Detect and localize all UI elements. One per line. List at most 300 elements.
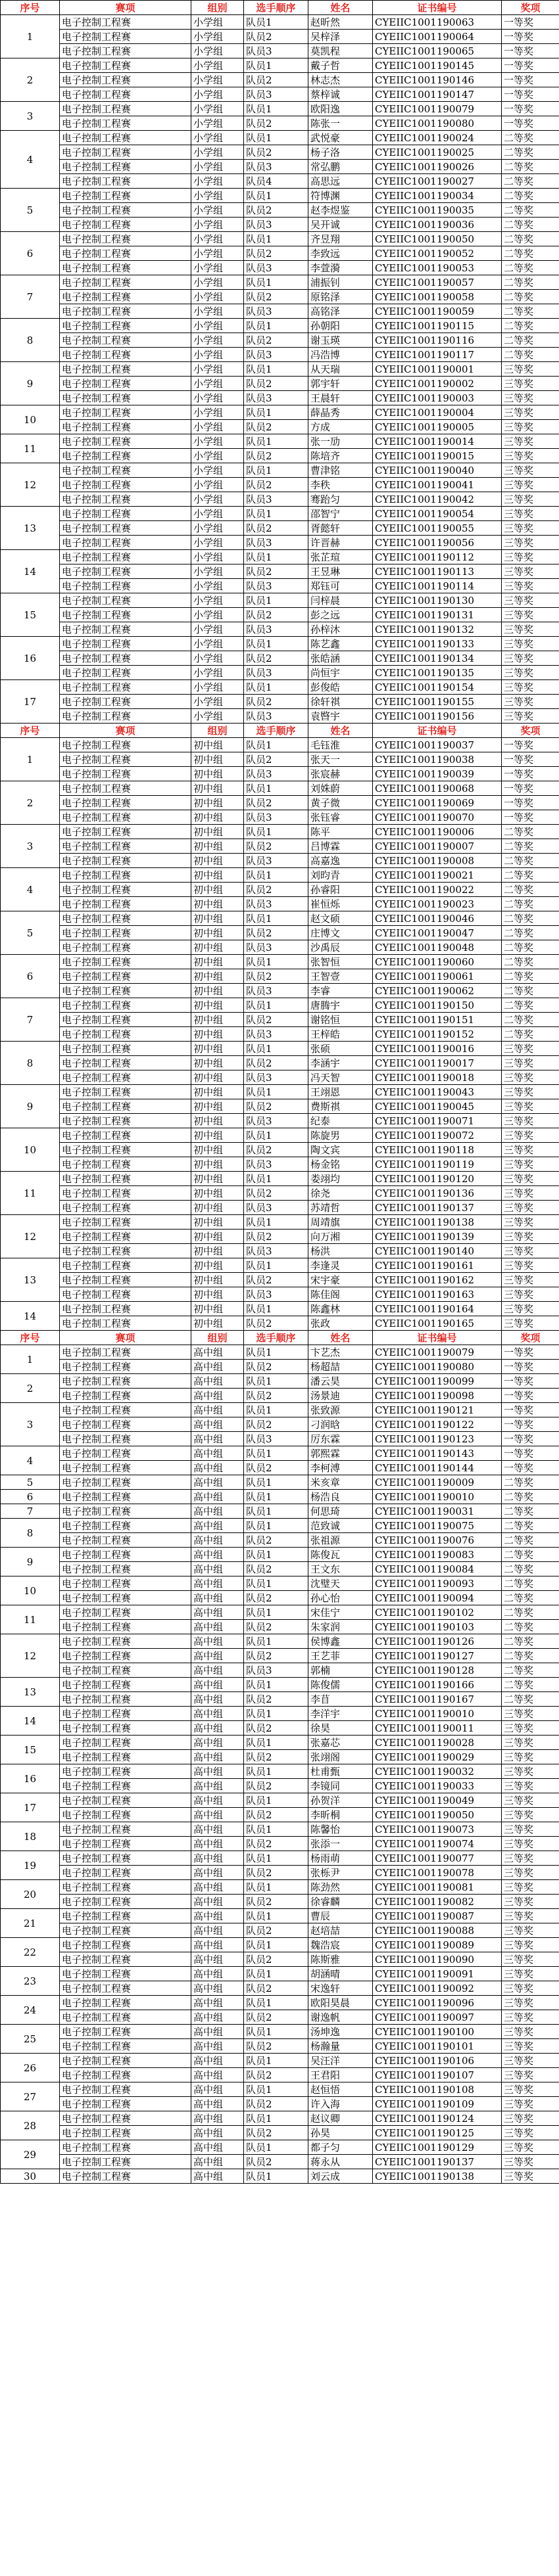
cell-name: 吴开诚 (308, 218, 373, 232)
cell-player-order: 队员1 (244, 2169, 308, 2184)
cell-certificate-no: CYEIIC1001190004 (373, 405, 502, 420)
cell-award: 二等奖 (502, 290, 559, 304)
cell-group: 高中组 (191, 1360, 244, 1374)
cell-award: 三等奖 (502, 2097, 559, 2111)
cell-award: 三等奖 (502, 1851, 559, 1866)
cell-award: 二等奖 (502, 1475, 559, 1490)
cell-player-order: 队员2 (244, 2126, 308, 2140)
cell-event: 电子控制工程赛 (60, 911, 191, 926)
cell-event: 电子控制工程赛 (60, 246, 191, 261)
cell-player-order: 队员2 (244, 1013, 308, 1027)
cell-event: 电子控制工程赛 (60, 377, 191, 391)
table-row (1, 1548, 559, 1562)
team-seq: 12 (1, 463, 60, 507)
cell-event: 电子控制工程赛 (60, 1576, 191, 1591)
cell-group: 初中组 (191, 1027, 244, 1042)
cell-player-order: 队员2 (244, 203, 308, 218)
cell-event: 电子控制工程赛 (60, 44, 191, 58)
cell-player-order: 队员2 (244, 883, 308, 897)
cell-event: 电子控制工程赛 (60, 1042, 191, 1056)
cell-name: 郭宇轩 (308, 377, 373, 391)
team-seq: 30 (1, 2169, 60, 2184)
cell-award: 三等奖 (502, 1837, 559, 1851)
cell-award: 二等奖 (502, 1620, 559, 1634)
table-row (1, 1707, 559, 1721)
cell-name: 胡涵晴 (308, 1967, 373, 1981)
table-row (1, 1663, 559, 1678)
cell-certificate-no: CYEIIC1001190090 (373, 1952, 502, 1967)
table-row (1, 579, 559, 593)
table-row (1, 1316, 559, 1331)
cell-certificate-no: CYEIIC1001190011 (373, 1721, 502, 1736)
cell-award: 三等奖 (502, 1909, 559, 1923)
cell-certificate-no: CYEIIC1001190128 (373, 1663, 502, 1678)
cell-event: 电子控制工程赛 (60, 87, 191, 102)
table-row (1, 1938, 559, 1952)
cell-player-order: 队员2 (244, 449, 308, 463)
cell-award: 一等奖 (502, 752, 559, 767)
cell-group: 高中组 (191, 1475, 244, 1490)
team-seq: 6 (1, 955, 60, 998)
cell-group: 高中组 (191, 1649, 244, 1663)
cell-award: 一等奖 (502, 44, 559, 58)
cell-award: 三等奖 (502, 1230, 559, 1244)
cell-group: 高中组 (191, 1895, 244, 1909)
cell-group: 高中组 (191, 1750, 244, 1764)
cell-event: 电子控制工程赛 (60, 2097, 191, 2111)
cell-certificate-no: CYEIIC1001190078 (373, 1866, 502, 1880)
table-row (1, 2082, 559, 2097)
cell-event: 电子控制工程赛 (60, 709, 191, 724)
table-row (1, 1475, 559, 1490)
cell-award: 二等奖 (502, 333, 559, 348)
cell-certificate-no: CYEIIC1001190117 (373, 348, 502, 362)
cell-player-order: 队员2 (244, 651, 308, 666)
cell-name: 徐尧 (308, 1186, 373, 1201)
table-row (1, 1027, 559, 1042)
table-row (1, 449, 559, 463)
cell-name: 张芷瑄 (308, 550, 373, 564)
cell-award: 二等奖 (502, 911, 559, 926)
cell-group: 小学组 (191, 102, 244, 116)
cell-group: 高中组 (191, 1562, 244, 1576)
cell-name: 张硕 (308, 1042, 373, 1056)
cell-name: 陈平 (308, 825, 373, 839)
cell-event: 电子控制工程赛 (60, 333, 191, 348)
cell-certificate-no: CYEIIC1001190079 (373, 1345, 502, 1360)
cell-certificate-no: CYEIIC1001190059 (373, 304, 502, 319)
cell-player-order: 队员2 (244, 420, 308, 434)
cell-name: 孙心怡 (308, 1591, 373, 1605)
cell-group: 高中组 (191, 1605, 244, 1620)
cell-player-order: 队员2 (244, 1099, 308, 1114)
cell-player-order: 队员1 (244, 1576, 308, 1591)
cell-player-order: 队员1 (244, 232, 308, 246)
cell-name: 骞跆匀 (308, 492, 373, 507)
cell-group: 高中组 (191, 1620, 244, 1634)
cell-award: 三等奖 (502, 478, 559, 492)
cell-group: 初中组 (191, 854, 244, 868)
cell-group: 小学组 (191, 463, 244, 478)
cell-player-order: 队员2 (244, 1721, 308, 1736)
cell-certificate-no: CYEIIC1001190015 (373, 449, 502, 463)
cell-award: 三等奖 (502, 1186, 559, 1201)
table-row (1, 1996, 559, 2010)
cell-player-order: 队员2 (244, 290, 308, 304)
cell-award: 二等奖 (502, 825, 559, 839)
cell-player-order: 队员1 (244, 1678, 308, 1692)
cell-certificate-no: CYEIIC1001190017 (373, 1056, 502, 1070)
cell-name: 戴子哲 (308, 58, 373, 73)
cell-award: 一等奖 (502, 102, 559, 116)
cell-group: 小学组 (191, 261, 244, 275)
table-row (1, 637, 559, 651)
cell-name: 王君阳 (308, 2068, 373, 2082)
cell-event: 电子控制工程赛 (60, 1215, 191, 1230)
cell-certificate-no: CYEIIC1001190026 (373, 160, 502, 174)
cell-award: 三等奖 (502, 1114, 559, 1128)
cell-player-order: 队员1 (244, 1909, 308, 1923)
cell-player-order: 队员1 (244, 1085, 308, 1099)
cell-group: 高中组 (191, 2111, 244, 2126)
cell-event: 电子控制工程赛 (60, 1244, 191, 1258)
cell-name: 徐轩祺 (308, 695, 373, 709)
cell-certificate-no: CYEIIC1001190009 (373, 1475, 502, 1490)
cell-player-order: 队员2 (244, 752, 308, 767)
cell-group: 高中组 (191, 1345, 244, 1360)
cell-event: 电子控制工程赛 (60, 2169, 191, 2184)
team-seq: 10 (1, 1576, 60, 1605)
cell-award: 二等奖 (502, 998, 559, 1013)
cell-event: 电子控制工程赛 (60, 2054, 191, 2068)
table-row (1, 1056, 559, 1070)
team-seq: 17 (1, 1793, 60, 1822)
cell-group: 小学组 (191, 434, 244, 449)
cell-certificate-no: CYEIIC1001190056 (373, 536, 502, 550)
cell-certificate-no: CYEIIC1001190008 (373, 854, 502, 868)
cell-award: 二等奖 (502, 1649, 559, 1663)
cell-certificate-no: CYEIIC1001190064 (373, 30, 502, 44)
table-row (1, 911, 559, 926)
cell-group: 高中组 (191, 1736, 244, 1750)
table-row (1, 1808, 559, 1822)
cell-player-order: 队员1 (244, 1215, 308, 1230)
cell-event: 电子控制工程赛 (60, 15, 191, 30)
cell-group: 初中组 (191, 738, 244, 752)
cell-event: 电子控制工程赛 (60, 1345, 191, 1360)
cell-group: 初中组 (191, 1143, 244, 1157)
cell-group: 高中组 (191, 2010, 244, 2025)
cell-name: 尚恒宇 (308, 666, 373, 680)
table-row (1, 1750, 559, 1764)
cell-name: 汤坤逸 (308, 2025, 373, 2039)
cell-group: 小学组 (191, 492, 244, 507)
cell-group: 小学组 (191, 377, 244, 391)
table-row (1, 1461, 559, 1475)
cell-group: 小学组 (191, 275, 244, 290)
cell-group: 高中组 (191, 2068, 244, 2082)
cell-certificate-no: CYEIIC1001190147 (373, 87, 502, 102)
cell-certificate-no: CYEIIC1001190081 (373, 1880, 502, 1895)
cell-event: 电子控制工程赛 (60, 825, 191, 839)
cell-certificate-no: CYEIIC1001190054 (373, 507, 502, 521)
cell-award: 三等奖 (502, 1822, 559, 1837)
cell-certificate-no: CYEIIC1001190120 (373, 1172, 502, 1186)
table-row (1, 926, 559, 940)
cell-certificate-no: CYEIIC1001190161 (373, 1258, 502, 1273)
cell-award: 一等奖 (502, 1389, 559, 1403)
table-row (1, 492, 559, 507)
cell-group: 初中组 (191, 1186, 244, 1201)
team-seq: 2 (1, 1374, 60, 1403)
cell-name: 齐昱翔 (308, 232, 373, 246)
cell-group: 高中组 (191, 1779, 244, 1793)
cell-event: 电子控制工程赛 (60, 1721, 191, 1736)
cell-award: 三等奖 (502, 1736, 559, 1750)
cell-award: 三等奖 (502, 1779, 559, 1793)
cell-name: 王文东 (308, 1562, 373, 1576)
cell-name: 刘云成 (308, 2169, 373, 2184)
cell-player-order: 队员1 (244, 1403, 308, 1417)
cell-name: 郑钰可 (308, 579, 373, 593)
cell-award: 三等奖 (502, 1258, 559, 1273)
cell-name: 王梓皓 (308, 1027, 373, 1042)
cell-name: 王昱琳 (308, 564, 373, 579)
cell-award: 三等奖 (502, 1056, 559, 1070)
cell-name: 吴汪洋 (308, 2054, 373, 2068)
cell-name: 纪泰 (308, 1114, 373, 1128)
cell-certificate-no: CYEIIC1001190003 (373, 391, 502, 405)
cell-event: 电子控制工程赛 (60, 218, 191, 232)
cell-award: 三等奖 (502, 666, 559, 680)
cell-player-order: 队员3 (244, 984, 308, 998)
cell-event: 电子控制工程赛 (60, 1678, 191, 1692)
cell-player-order: 队员3 (244, 1287, 308, 1302)
cell-event: 电子控制工程赛 (60, 1649, 191, 1663)
cell-event: 电子控制工程赛 (60, 1634, 191, 1649)
table-row (1, 825, 559, 839)
cell-event: 电子控制工程赛 (60, 666, 191, 680)
header-group: 组别 (191, 1, 244, 15)
cell-award: 三等奖 (502, 2140, 559, 2155)
team-seq: 25 (1, 2025, 60, 2054)
table-row (1, 969, 559, 984)
cell-award: 三等奖 (502, 2082, 559, 2097)
cell-name: 杨子洛 (308, 145, 373, 160)
table-row (1, 116, 559, 131)
table-row (1, 1779, 559, 1793)
cell-player-order: 队员1 (244, 15, 308, 30)
cell-name: 陈俊儒 (308, 1678, 373, 1692)
table-row (1, 434, 559, 449)
cell-certificate-no: CYEIIC1001190091 (373, 1967, 502, 1981)
table-row (1, 521, 559, 536)
cell-player-order: 队员3 (244, 1432, 308, 1446)
cell-group: 初中组 (191, 1070, 244, 1085)
cell-award: 二等奖 (502, 1692, 559, 1707)
cell-group: 初中组 (191, 1056, 244, 1070)
cell-name: 张翊阁 (308, 1750, 373, 1764)
team-seq: 27 (1, 2082, 60, 2111)
cell-name: 郭楠 (308, 1663, 373, 1678)
table-row (1, 463, 559, 478)
cell-group: 小学组 (191, 319, 244, 333)
table-row (1, 984, 559, 998)
cell-player-order: 队员1 (244, 362, 308, 377)
team-seq: 12 (1, 1634, 60, 1678)
cell-event: 电子控制工程赛 (60, 290, 191, 304)
cell-event: 电子控制工程赛 (60, 564, 191, 579)
table-row (1, 1302, 559, 1316)
cell-player-order: 队员2 (244, 333, 308, 348)
table-row (1, 1432, 559, 1446)
cell-player-order: 队员3 (244, 1201, 308, 1215)
cell-name: 武悦豪 (308, 131, 373, 145)
cell-player-order: 队员3 (244, 810, 308, 825)
table-row (1, 1114, 559, 1128)
table-row (1, 1519, 559, 1533)
table-row (1, 1866, 559, 1880)
cell-group: 小学组 (191, 73, 244, 87)
table-row (1, 1201, 559, 1215)
cell-name: 周靖旗 (308, 1215, 373, 1230)
cell-name: 赵李煜鉴 (308, 203, 373, 218)
team-seq: 21 (1, 1909, 60, 1938)
table-row (1, 1721, 559, 1736)
cell-certificate-no: CYEIIC1001190034 (373, 189, 502, 203)
cell-name: 刁润晗 (308, 1417, 373, 1432)
table-row (1, 1634, 559, 1649)
cell-certificate-no: CYEIIC1001190005 (373, 420, 502, 434)
cell-award: 二等奖 (502, 955, 559, 969)
cell-player-order: 队员2 (244, 1692, 308, 1707)
cell-name: 张智恒 (308, 955, 373, 969)
cell-award: 三等奖 (502, 434, 559, 449)
cell-award: 三等奖 (502, 2010, 559, 2025)
cell-player-order: 队员2 (244, 1591, 308, 1605)
cell-player-order: 队员2 (244, 1779, 308, 1793)
cell-award: 一等奖 (502, 781, 559, 796)
cell-certificate-no: CYEIIC1001190134 (373, 651, 502, 666)
cell-certificate-no: CYEIIC1001190119 (373, 1157, 502, 1172)
cell-player-order: 队员1 (244, 2025, 308, 2039)
cell-event: 电子控制工程赛 (60, 232, 191, 246)
cell-certificate-no: CYEIIC1001190150 (373, 998, 502, 1013)
cell-award: 三等奖 (502, 1808, 559, 1822)
cell-event: 电子控制工程赛 (60, 1316, 191, 1331)
table-row (1, 145, 559, 160)
cell-group: 高中组 (191, 1967, 244, 1981)
cell-certificate-no: CYEIIC1001190057 (373, 275, 502, 290)
cell-group: 高中组 (191, 1764, 244, 1779)
cell-event: 电子控制工程赛 (60, 1605, 191, 1620)
cell-award: 一等奖 (502, 30, 559, 44)
header-award: 奖项 (502, 724, 559, 738)
cell-event: 电子控制工程赛 (60, 131, 191, 145)
table-row (1, 232, 559, 246)
cell-group: 小学组 (191, 536, 244, 550)
table-row (1, 1446, 559, 1461)
table-row (1, 1909, 559, 1923)
cell-event: 电子控制工程赛 (60, 2155, 191, 2169)
team-seq: 23 (1, 1967, 60, 1996)
cell-award: 三等奖 (502, 2054, 559, 2068)
cell-name: 沈璧天 (308, 1576, 373, 1591)
cell-name: 陈斯雅 (308, 1952, 373, 1967)
cell-player-order: 队员3 (244, 536, 308, 550)
cell-event: 电子控制工程赛 (60, 1157, 191, 1172)
cell-group: 高中组 (191, 1822, 244, 1837)
cell-event: 电子控制工程赛 (60, 58, 191, 73)
cell-group: 初中组 (191, 897, 244, 911)
team-seq: 14 (1, 1707, 60, 1736)
cell-player-order: 队员2 (244, 1649, 308, 1663)
cell-name: 朱家润 (308, 1620, 373, 1634)
cell-player-order: 队员1 (244, 1605, 308, 1620)
cell-certificate-no: CYEIIC1001190080 (373, 1360, 502, 1374)
cell-certificate-no: CYEIIC1001190001 (373, 362, 502, 377)
cell-name: 刘姝蔚 (308, 781, 373, 796)
cell-certificate-no: CYEIIC1001190118 (373, 1143, 502, 1157)
table-row (1, 622, 559, 637)
table-row (1, 1172, 559, 1186)
header-name: 姓名 (308, 1, 373, 15)
cell-player-order: 队员1 (244, 868, 308, 883)
cell-event: 电子控制工程赛 (60, 1099, 191, 1114)
cell-event: 电子控制工程赛 (60, 1851, 191, 1866)
cell-event: 电子控制工程赛 (60, 1938, 191, 1952)
cell-name: 赵培喆 (308, 1923, 373, 1938)
cell-certificate-no: CYEIIC1001190028 (373, 1736, 502, 1750)
cell-player-order: 队员2 (244, 969, 308, 984)
team-seq: 18 (1, 1822, 60, 1851)
cell-event: 电子控制工程赛 (60, 2068, 191, 2082)
table-row (1, 290, 559, 304)
cell-certificate-no: CYEIIC1001190082 (373, 1895, 502, 1909)
team-seq: 8 (1, 1042, 60, 1085)
table-row (1, 2068, 559, 2082)
cell-group: 初中组 (191, 883, 244, 897)
cell-group: 初中组 (191, 1316, 244, 1331)
cell-group: 高中组 (191, 2169, 244, 2184)
cell-certificate-no: CYEIIC1001190010 (373, 1490, 502, 1504)
table-row (1, 131, 559, 145)
team-seq: 14 (1, 550, 60, 593)
cell-group: 高中组 (191, 1793, 244, 1808)
cell-group: 初中组 (191, 984, 244, 998)
cell-award: 三等奖 (502, 420, 559, 434)
cell-player-order: 队员1 (244, 1736, 308, 1750)
cell-name: 李逢灵 (308, 1258, 373, 1273)
cell-player-order: 队员1 (244, 1793, 308, 1808)
cell-event: 电子控制工程赛 (60, 1302, 191, 1316)
team-seq: 16 (1, 1764, 60, 1793)
team-seq: 15 (1, 593, 60, 637)
table-row (1, 593, 559, 608)
cell-event: 电子控制工程赛 (60, 1548, 191, 1562)
cell-player-order: 队员2 (244, 1837, 308, 1851)
cell-player-order: 队员1 (244, 2054, 308, 2068)
cell-certificate-no: CYEIIC1001190062 (373, 984, 502, 998)
cell-name: 彭俊皓 (308, 680, 373, 695)
cell-event: 电子控制工程赛 (60, 1822, 191, 1837)
cell-award: 二等奖 (502, 1027, 559, 1042)
cell-player-order: 队员1 (244, 1258, 308, 1273)
cell-group: 小学组 (191, 622, 244, 637)
cell-event: 电子控制工程赛 (60, 1981, 191, 1996)
cell-player-order: 队员3 (244, 44, 308, 58)
cell-player-order: 队员1 (244, 434, 308, 449)
